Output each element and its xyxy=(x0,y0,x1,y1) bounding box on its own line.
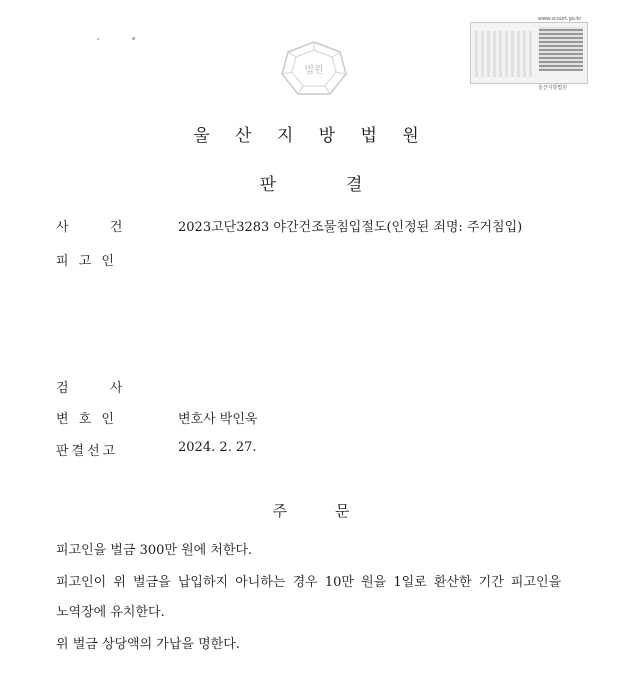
order-line: 위 벌금 상당액의 가납을 명한다. xyxy=(56,637,240,652)
qr-url: www.scourt.go.kr xyxy=(538,16,582,22)
case-label: 사 건 xyxy=(56,220,123,235)
document-texture xyxy=(475,31,535,77)
document-type-left: 판 xyxy=(259,175,276,195)
order-heading-left: 주 xyxy=(272,502,287,520)
document-type xyxy=(0,170,622,195)
court-name: 울 산 지 방 법 원 xyxy=(193,126,429,146)
order-line: 피고인을 벌금 300만 원에 처한다. xyxy=(56,543,253,558)
verification-box xyxy=(470,22,588,84)
prosecutor-label: 검 사 xyxy=(56,381,123,396)
scan-speck xyxy=(132,37,135,40)
counsel-label: 변 호 인 xyxy=(56,412,114,427)
scan-speck xyxy=(97,38,99,40)
qr-code-icon xyxy=(539,27,583,71)
order-heading xyxy=(0,500,622,521)
emblem-label: 법원 xyxy=(304,65,324,76)
defendant-label: 피 고 인 xyxy=(56,254,114,269)
case-value: 2023고단3283 야간건조물침입절도(인정된 죄명: 주거침입) xyxy=(178,220,523,235)
counsel-value: 변호사 박인욱 xyxy=(178,412,258,427)
sentence-date-label: 판결선고 xyxy=(56,444,119,459)
order-line: 피고인이 위 벌금을 납입하지 아니하는 경우 10만 원을 1일로 환산한 기간 피고인을 xyxy=(56,575,562,590)
order-line: 노역장에 유치한다. xyxy=(56,605,165,620)
order-heading-right: 문 xyxy=(335,502,350,520)
sentence-date-value: 2024. 2. 27. xyxy=(178,440,257,455)
qr-caption: 울산지방법원 xyxy=(538,85,567,91)
document-type-right: 결 xyxy=(346,175,363,195)
